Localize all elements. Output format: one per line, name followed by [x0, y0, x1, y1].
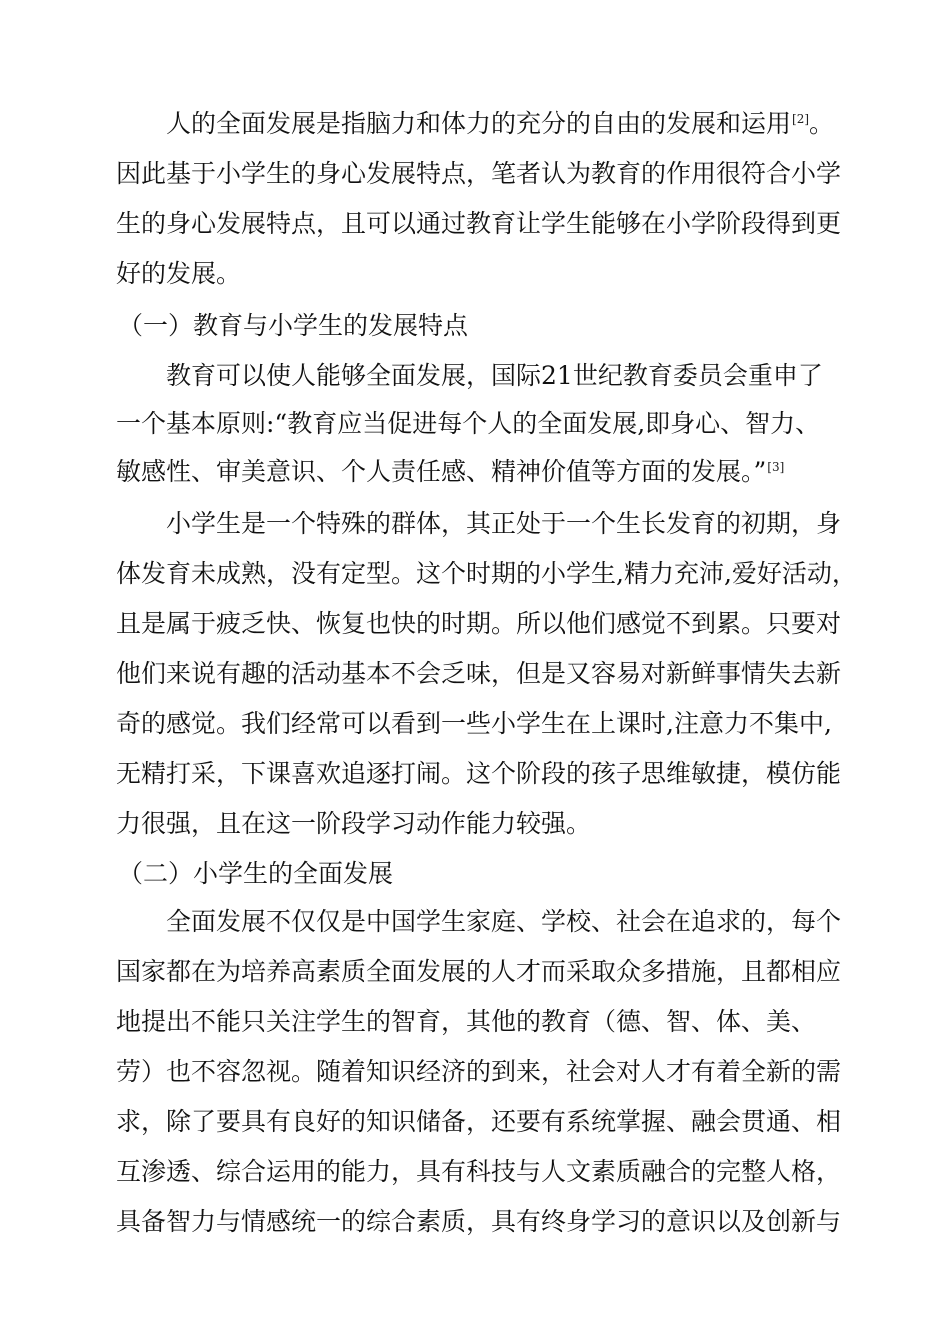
paragraph-line: 因此基于小学生的身心发展特点，笔者认为教育的作用很符合小学 [116, 159, 842, 188]
paragraph-line: 体发育未成熟，没有定型。这个时期的小学生,精力充沛,爱好活动， [116, 559, 857, 588]
paragraph-line: 劳）也不容忽视。随着知识经济的到来，社会对人才有着全新的需 [116, 1057, 842, 1086]
paragraph-line: 一个基本原则:“教育应当促进每个人的全面发展,即身心、智力、 [116, 409, 821, 438]
paragraph-line: 他们来说有趣的活动基本不会乏味，但是又容易对新鲜事情失去新 [116, 659, 842, 688]
paragraph-line: 具备智力与情感统一的综合素质，具有终身学习的意识以及创新与 [116, 1207, 842, 1236]
paragraph-line: 小学生是一个特殊的群体，其正处于一个生长发育的初期，身 [166, 509, 842, 538]
paragraph-line: 好的发展。 [116, 259, 242, 288]
paragraph-line: 奇的感觉。我们经常可以看到一些小学生在上课时,注意力不集中, [116, 709, 832, 738]
paragraph-line: 人的全面发展是指脑力和体力的充分的自由的发展和运用[2]。 [166, 109, 835, 138]
paragraph-line: 敏感性、审美意识、个人责任感、精神价值等方面的发展。”[3] [116, 457, 785, 486]
paragraph-line: 教育可以使人能够全面发展，国际21世纪教育委员会重申了 [166, 361, 823, 390]
paragraph-line: 全面发展不仅仅是中国学生家庭、学校、社会在追求的，每个 [166, 907, 842, 936]
paragraph-line: 互渗透、综合运用的能力，具有科技与人文素质融合的完整人格， [116, 1157, 842, 1186]
paragraph-line: 且是属于疲乏快、恢复也快的时期。所以他们感觉不到累。只要对 [116, 609, 842, 638]
citation-ref: [3] [767, 459, 785, 474]
paragraph-line: 求，除了要具有良好的知识储备，还要有系统掌握、融会贯通、相 [116, 1107, 842, 1136]
citation-ref: [2] [792, 111, 810, 126]
section-heading: （一）教育与小学生的发展特点 [118, 311, 469, 340]
paragraph-line: 国家都在为培养高素质全面发展的人才而采取众多措施，且都相应 [116, 957, 842, 986]
paragraph-line: 生的身心发展特点，且可以通过教育让学生能够在小学阶段得到更 [116, 209, 842, 238]
paragraph-line: 无精打采，下课喜欢追逐打闹。这个阶段的孩子思维敏捷，模仿能 [116, 759, 842, 788]
paragraph-line: 力很强，且在这一阶段学习动作能力较强。 [116, 809, 592, 838]
section-heading: （二）小学生的全面发展 [118, 859, 394, 888]
paragraph-line: 地提出不能只关注学生的智育，其他的教育（德、智、体、美、 [116, 1007, 817, 1036]
